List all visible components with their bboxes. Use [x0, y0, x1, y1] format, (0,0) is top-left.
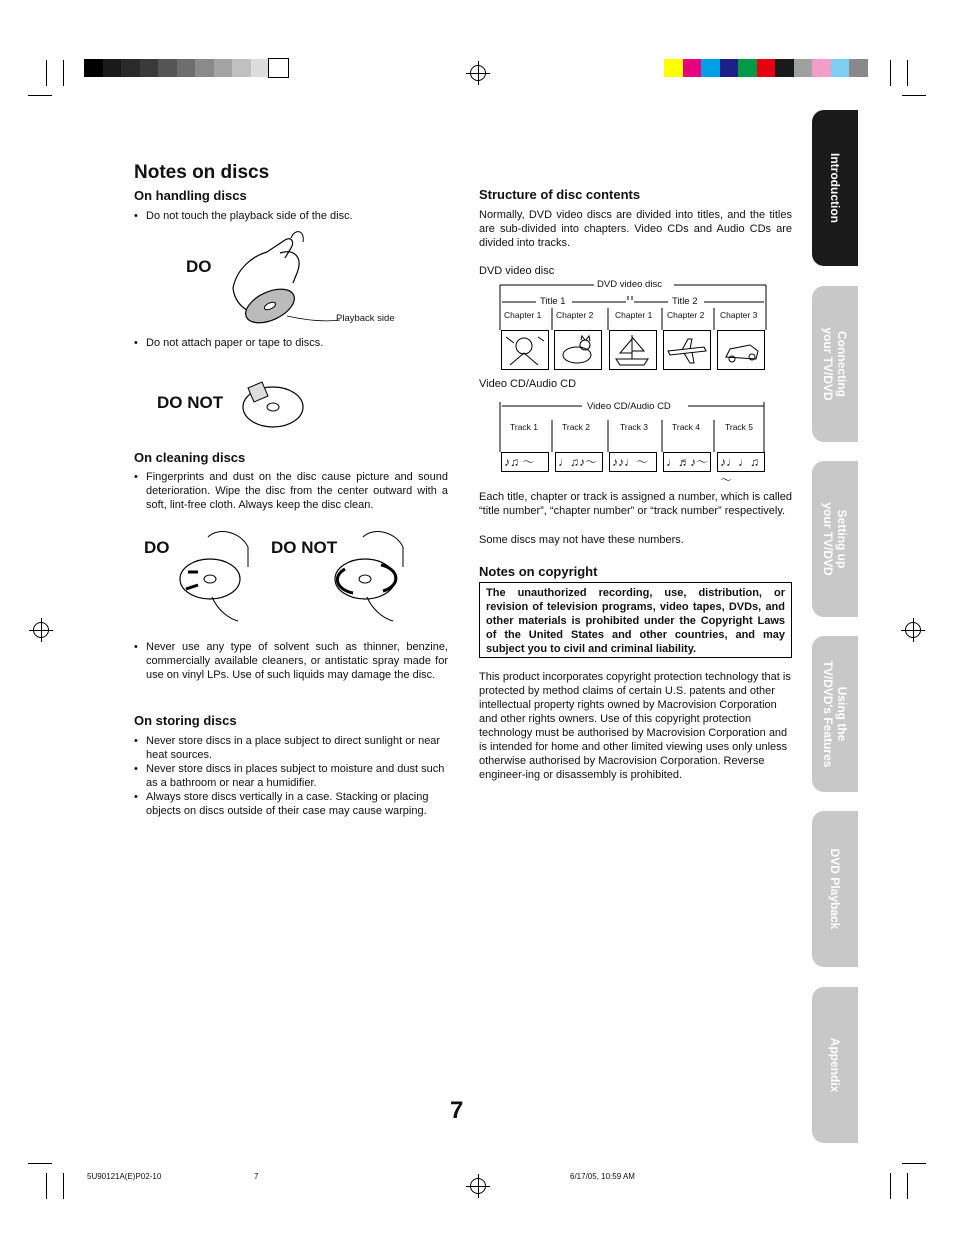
copyright-warning-box: The unauthorized recording, use, distribution, or revision of television programs, video tapes, DVDs, and other materials is prohibited under the Copyright Laws of the United States and other countries, and may subject you to civil and criminal liability.: [479, 582, 792, 658]
footer-code: 5U90121A(E)P02-10: [87, 1172, 162, 1181]
track-label: Track 4: [672, 422, 701, 432]
tab-features[interactable]: Using the TV/DVD's Features: [812, 636, 858, 792]
chapter-thumbnail-plane: [663, 330, 711, 370]
numbering-note: Some discs may not have these numbers.: [479, 534, 684, 546]
cleaning-do-illustration: [178, 527, 258, 623]
copyright-heading: Notes on copyright: [479, 564, 598, 579]
storing-bullet-3: • Always store discs vertically in a case. Stacking or placing objects on discs outside of their case may cause warping.: [134, 790, 448, 818]
color-swatch: [812, 59, 831, 77]
track-label: Track 5: [725, 422, 754, 432]
do-not-label: DO NOT: [157, 393, 224, 412]
chapter-thumbnail-cat: [554, 330, 602, 370]
color-swatch: [158, 59, 177, 77]
structure-paragraph: Normally, DVD video discs are divided into titles, and the titles are sub-divided into chapters. Video CDs and Audio CDs are divided into tracks.: [479, 209, 792, 249]
color-swatch: [849, 59, 868, 77]
footer-page: 7: [254, 1172, 259, 1181]
title-1-label: Title 1: [540, 296, 566, 307]
color-swatch: [720, 59, 739, 77]
storing-list: [134, 734, 448, 818]
handling-bullet-2: • Do not attach paper or tape to discs.: [134, 336, 454, 350]
color-swatch: [251, 59, 270, 77]
cleaning-bullet-2: • Never use any type of solvent such as thinner, benzine, commercially available cleaners, or antistatic spray made for use on vinyl LPs. Use of such liquids may damage the disc.: [134, 640, 448, 682]
copyright-paragraph: This product incorporates copyright protection technology that is protected by method claims of certain U.S. patents and other intellectual property rights owned by Macrovision Corporation and other rights owners. Use of this copyright protection technology must be authorised by Macrovision Corporation and is intended for home and other limited viewing uses only unless otherwise authorised by Macrovision Corporation. Reverse engineer-ing or disassembly is prohibited.: [479, 671, 791, 781]
chapter-label: Chapter 2: [556, 310, 594, 320]
title-2-label: Title 2: [672, 296, 698, 307]
color-swatch: [269, 59, 288, 77]
storing-bullet-2: • Never store discs in places subject to moisture and dust such as a bathroom or near a humidifier.: [134, 762, 448, 790]
handling-list-2: [134, 336, 454, 350]
color-swatch: [103, 59, 122, 77]
storing-bullet-1: • Never store discs in a place subject to direct sunlight or near heat sources.: [134, 734, 448, 762]
disc-with-tape-illustration: [240, 380, 306, 430]
track-music-icon: ♪♩♩♫～: [717, 452, 765, 472]
color-swatch: [701, 59, 720, 77]
registration-mark-top: [470, 65, 486, 81]
color-swatch: [177, 59, 196, 77]
chapter-thumbnail-ship: [609, 330, 657, 370]
cleaning-do-not-illustration: [333, 527, 413, 623]
color-swatch: [775, 59, 794, 77]
handling-heading: On handling discs: [134, 188, 247, 203]
chapter-label: Chapter 3: [720, 310, 758, 320]
do-label: DO: [186, 257, 212, 276]
cleaning-list-2: [134, 640, 448, 682]
footer-timestamp: 6/17/05, 10:59 AM: [570, 1172, 635, 1181]
structure-heading: Structure of disc contents: [479, 187, 641, 202]
handling-bullet-1: • Do not touch the playback side of the disc.: [134, 209, 454, 223]
tab-dvd-playback[interactable]: DVD Playback: [812, 811, 858, 967]
color-swatch: [140, 59, 159, 77]
chapter-thumbnail-boy: [501, 330, 549, 370]
playback-side-label: Playback side: [336, 313, 395, 324]
color-swatch: [831, 59, 850, 77]
track-music-icon: ♩♫♪～: [555, 452, 603, 472]
dvd-caption: DVD video disc: [479, 265, 555, 277]
chapter-label: Chapter 2: [667, 310, 705, 320]
cleaning-list: [134, 470, 448, 512]
track-music-icon: ♩♬♪～: [663, 452, 711, 472]
page-title: Notes on discs: [134, 162, 270, 183]
color-swatch: [794, 59, 813, 77]
tab-appendix[interactable]: Appendix: [812, 987, 858, 1143]
handling-list: [134, 209, 454, 223]
numbering-paragraph: Each title, chapter or track is assigned a number, which is called “title number”, “chapter number” or “track number” respectively.: [479, 491, 792, 517]
color-swatch: [121, 59, 140, 77]
color-swatch: [664, 59, 683, 77]
chapter-label: Chapter 1: [615, 310, 653, 320]
track-label: Track 1: [510, 422, 539, 432]
color-swatch: [195, 59, 214, 77]
dvd-box-label: DVD video disc: [597, 279, 662, 290]
color-swatch: [683, 59, 702, 77]
color-swatch: [757, 59, 776, 77]
page-number: 7: [450, 1097, 464, 1124]
track-label: Track 2: [562, 422, 591, 432]
track-music-icon: ♪♫ ～: [501, 452, 549, 472]
registration-mark-right: [905, 622, 921, 638]
registration-mark-bottom: [470, 1178, 486, 1194]
cleaning-do-label: DO: [144, 538, 170, 557]
vcd-box-label: Video CD/Audio CD: [587, 401, 671, 412]
storing-heading: On storing discs: [134, 713, 237, 728]
color-swatch: [232, 59, 251, 77]
chapter-thumbnail-car: [717, 330, 765, 370]
track-labels: [498, 422, 770, 434]
chapter-label: Chapter 1: [504, 310, 542, 320]
vcd-caption: Video CD/Audio CD: [479, 378, 577, 390]
cleaning-heading: On cleaning discs: [134, 450, 246, 465]
cleaning-do-not-label: DO NOT: [271, 538, 338, 557]
registration-mark-left: [33, 622, 49, 638]
track-music-icon: ♪♪♩～: [609, 452, 657, 472]
chapter-labels: [498, 310, 770, 322]
color-swatch: [214, 59, 233, 77]
color-swatch: [84, 59, 103, 77]
tab-introduction[interactable]: Introduction: [812, 110, 858, 266]
color-swatch: [738, 59, 757, 77]
cleaning-bullet-1: • Fingerprints and dust on the disc cause picture and sound deterioration. Wipe the disc from the center outward with a soft, lint-free cloth. Always keep the disc clean.: [134, 470, 448, 512]
track-label: Track 3: [620, 422, 649, 432]
tab-setting-up[interactable]: Setting up your TV/DVD: [812, 461, 858, 617]
tab-connecting[interactable]: Connecting your TV/DVD: [812, 286, 858, 442]
